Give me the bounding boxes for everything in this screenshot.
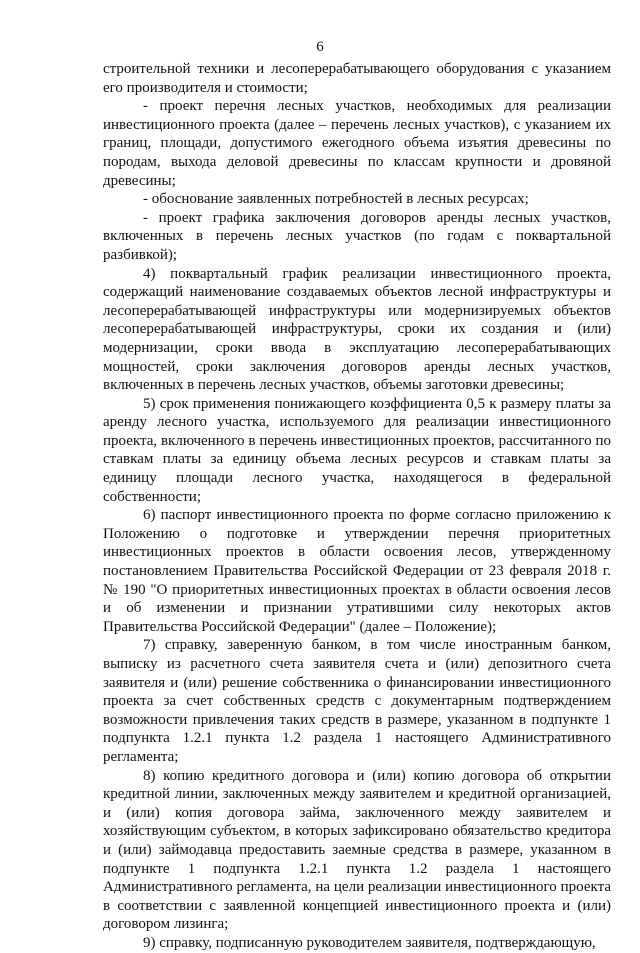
paragraph-item-9: 9) справку, подписанную руководителем заявителя, подтверждающую, xyxy=(143,934,596,951)
paragraph-item-7: 7) справку, заверенную банком, в том числе иностранным банком, выписку из расчетного счета заявителя счета и (или) депозитного счета заявителя и (или) решение собственника о финансировании инвестиционного проекта за счет собственных средств с документарным подтверждением возможности привлечения таких средств в размере, указанном в подпункте 1 подпункта 1.2.1 пункта 1.2 раздела 1 настоящего Административного регламента; xyxy=(103,637,611,765)
paragraph-item-4: 4) поквартальный график реализации инвестиционного проекта, содержащий наименование создаваемых объектов лесной инфраструктуры и лесоперерабатывающей инфраструктуры или модернизируемых объектов лесоперерабатывающей инфраструктуры, сроки их создания и (или) модернизации, сроки ввода в эксплуатацию лесоперерабатывающих мощностей, сроки заключения договоров аренды лесных участков, включенных в перечень лесных участков, объемы заготовки древесины; xyxy=(103,265,611,394)
document-body xyxy=(103,60,611,953)
page-number: 6 xyxy=(316,39,324,55)
paragraph-continuation: строительной техники и лесоперерабатывающего оборудования с указанием его производителя и стоимости; xyxy=(103,61,611,96)
paragraph-list-item: - обоснование заявленных потребностей в лесных ресурсах; xyxy=(143,191,529,208)
paragraph-item-6: 6) паспорт инвестиционного проекта по форме согласно приложению к Положению о подготовке и утверждении перечня приоритетных инвестиционных проектов в области освоения лесов, утвержденному постановлением Правительства Российской Федерации от 23 февраля 2018 г. № 190 "О приоритетных инвестиционных проектах в области освоения лесов и об изменении и признании утратившими силу некоторых актов Правительства Российской Федерации" (далее – Положение); xyxy=(103,507,611,635)
paragraph-list-item: - проект графика заключения договоров аренды лесных участков, включенных в перечень лесных участков (по годам с поквартальной разбивкой); xyxy=(103,209,611,263)
paragraph-item-8: 8) копию кредитного договора и (или) копию договора об открытии кредитной линии, заключенных между заявителем и кредитной организацией, и (или) копия договора займа, заключенного между заявителем и хозяйствующим субъектом, в которых зафиксировано обязательство кредитора и (или) займодавца предоставить заемные средства в размере, указанном в подпункте 1 подпункта 1.2.1 пункта 1.2 раздела 1 настоящего Административного регламента, на цели реализации инвестиционного проекта в соответствии с заявленной концепцией инвестиционного проекта и (или) договором лизинга; xyxy=(103,767,611,933)
paragraph-list-item: - проект перечня лесных участков, необходимых для реализации инвестиционного проекта (далее – перечень лесных участков), с указанием их границ, площади, допустимого ежегодного объема изъятия древесины по породам, выхода деловой древесины по классам крупности и дровяной древесины; xyxy=(103,98,611,189)
paragraph-item-5: 5) срок применения понижающего коэффициента 0,5 к размеру платы за аренду лесного участка, используемого для реализации инвестиционного проекта, включенного в перечень инвестиционных проектов, рассчитанного по ставкам платы за единицу объема лесных ресурсов и ставкам платы за единицу площади лесного участка, находящегося в федеральной собственности; xyxy=(103,395,611,505)
